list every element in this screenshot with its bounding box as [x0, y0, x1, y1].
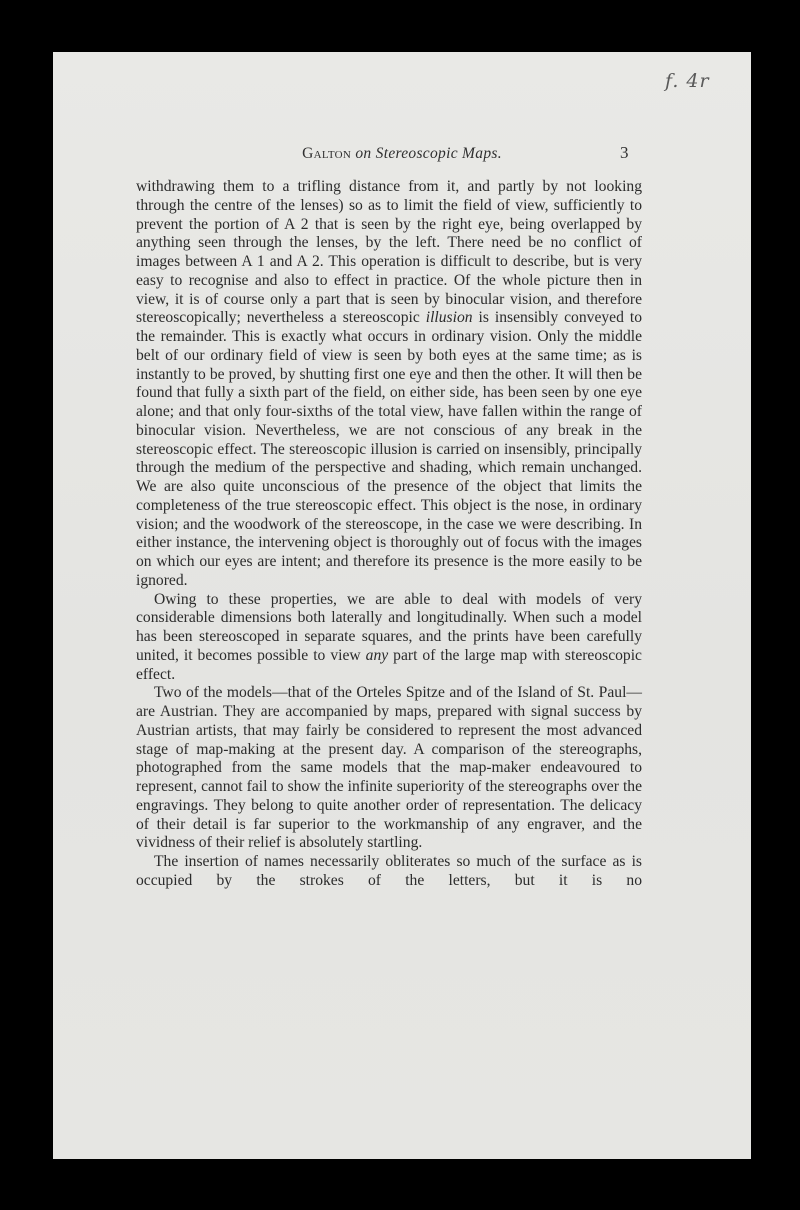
header-on: on [355, 145, 372, 162]
paragraph-1-text-a: withdrawing them to a trifling distance from it, and partly by not looking through the centre of the lenses) so as to limit the field of view, sufficiently to prevent the portion of A 2 that is seen by the right eye, being overlapped by anything seen through the lenses, by the left. There need be no conflict of images between A 1 and A 2. This operation is difficult to describe, but is very easy to recognise and also to effect in practice. Of the whole picture then in view, it is of course only a part that is seen by binocular vision, and therefore stereoscopically; nevertheless a stereoscopic [136, 178, 642, 327]
paragraph-1-italic: illusion [425, 309, 473, 327]
handwritten-folio-mark: f. 4r [665, 70, 710, 92]
paragraph-2-text-a: Owing to these properties, we are able to deal with models of very considerable dimensions both laterally and longitudinally. When such a model has been stereoscoped in separate squares, and the prints have been carefully united, it becomes possible to view [136, 590, 642, 664]
header-title: Stereoscopic Maps. [375, 145, 502, 162]
body-text [136, 178, 642, 891]
header-author: Galton [302, 145, 352, 162]
paragraph-1-text-c: is insensibly conveyed to the remainder. This is exactly what occurs in ordinary vision. Only the middle belt of our ordinary field of view is seen by both eyes at the same time; as is instantly to be proved, by shutting first one eye and then the other. It will then be found that fully a sixth part of the field, on either side, has been seen by one eye alone; and that only four-sixths of the total view, have fallen within the range of binocular vision. Nevertheless, we are not conscious of any break in the stereoscopic effect. The stereoscopic illusion is carried on insensibly, principally through the medium of the perspective and shading, which remain unchanged. We are also quite unconscious of the presence of the object that limits the completeness of the true stereoscopic effect. This object is the nose, in ordinary vision; and the woodwork of the stereoscope, in the case we were describing. In either instance, the intervening object is thoroughly out of focus with the images on which our eyes are intent; and therefore its presence is the more easily to be ignored. [136, 309, 642, 589]
page-number: 3 [620, 143, 629, 162]
paragraph-2 [136, 591, 642, 685]
paragraph-4: The insertion of names necessarily obliterates so much of the surface as is occupied by the strokes of the letters, but it is no [136, 853, 642, 889]
paragraph-3: Two of the models—that of the Orteles Spitze and of the Island of St. Paul—are Austrian. They are accompanied by maps, prepared with signal success by Austrian artists, that may fairly be considered to represent the most advanced stage of map-making at the present day. A comparison of the stereographs, photographed from the same models that the map-maker endeavoured to represent, cannot fail to show the infinite superiority of the stereographs over the engravings. They belong to quite another order of representation. The delicacy of their detail is far superior to the workmanship of any engraver, and the vividness of their relief is absolutely startling. [136, 684, 642, 852]
paragraph-2-italic: any [365, 646, 389, 664]
document-page [53, 52, 751, 1159]
running-title [53, 145, 751, 163]
paragraph-2-text-c: part of the large map with stereoscopic effect. [136, 646, 642, 683]
paragraph-1 [136, 178, 642, 591]
